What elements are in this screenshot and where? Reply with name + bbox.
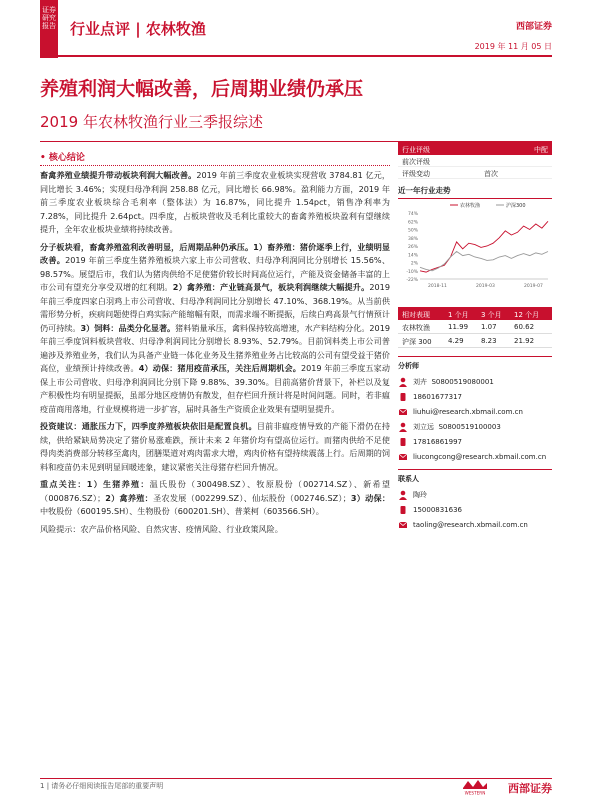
- trend-chart: [398, 199, 552, 291]
- report-type-tab: 证券研究报告: [40, 0, 58, 58]
- perf-header-cell: 1 个月: [448, 311, 469, 319]
- person-icon: [398, 422, 408, 432]
- perf-row: [398, 320, 552, 334]
- analyst-name: 刘卉: [413, 377, 427, 386]
- contact-phone: 15000831636: [413, 505, 462, 514]
- analyst-name-row: [398, 374, 552, 389]
- paragraph-summary: [40, 169, 390, 237]
- focus-poultry-title: 2）禽养殖：: [105, 492, 154, 503]
- analyst-phone: 18601677317: [413, 392, 462, 401]
- analyst-email-row[interactable]: [398, 404, 552, 419]
- paragraph-focus: [40, 478, 390, 519]
- summary-text: 2019 年前三季度农业板块实现营收 3784.81 亿元，同比增长 3.46%；实现归母净利润 258.88 亿元，同比增长 66.98%。盈利能力方面，2019 年前三季度农业板块综合毛利率（整体法）为 16.87%，同比提升 1.54pct，销售净利率为 7.28%，同比提升 2.64pct。四季度，占板块营收及毛利比重较大的畜禽养殖板块盈利有望继续提升，全年农业板块业绩将持续改善。: [40, 170, 390, 234]
- legend-label: 农林牧渔: [460, 203, 481, 209]
- perf-header-cell: 相对表现: [402, 311, 430, 319]
- email-icon: [398, 452, 408, 462]
- phone-icon: [398, 505, 408, 515]
- analyst-phone-row: [398, 389, 552, 404]
- perf-cell: 60.62: [514, 323, 535, 331]
- perf-header-cell: 3 个月: [481, 311, 502, 319]
- person-icon: [398, 377, 408, 387]
- perf-cell: 沪深 300: [402, 338, 432, 346]
- y-tick-label: -22%: [406, 278, 418, 283]
- analyst-name-row: [398, 419, 552, 434]
- analysts-title: 分析师: [398, 362, 419, 370]
- contact-title: 联系人: [398, 469, 552, 484]
- investment-lead: 投资建议：通胀压力下，四季度养殖板块依旧是配置良机。: [40, 421, 257, 431]
- segment-vet-text: 2019 年前三季度五家动保上市公司营收、归母净利润同比分别下降 9.88%、39.30%。目前高猪价背景下，补栏以及复产积极性均有明显提振，虽部分地区疫情仍有散发，但存栏回升预计将是时间问题。同时，若非瘟疫苗商用落地，行业规模将进一步扩容，届时具备生产资质企业效果有望明显提升。: [40, 363, 390, 414]
- page-subtitle: 2019 年农林牧渔行业三季报综述: [40, 113, 263, 131]
- rating-row-value: 首次: [484, 170, 498, 178]
- analyst-phone: 17816861997: [413, 437, 462, 446]
- paragraph-risk: 风险提示：农产品价格风险、自然灾害、疫情风险、行业政策风险。: [40, 523, 283, 534]
- phone-icon: [398, 437, 408, 447]
- y-tick-label: 14%: [407, 253, 418, 259]
- main-body: [40, 169, 390, 536]
- analyst-section: [398, 356, 552, 532]
- rating-row-label: 评级变动: [402, 170, 430, 178]
- section-label: [40, 150, 390, 166]
- phone-icon: [398, 392, 408, 402]
- contact-name-row: [398, 487, 552, 502]
- analyst-license: S0800519080001: [431, 377, 494, 386]
- y-tick-label: 26%: [407, 245, 418, 250]
- rating-row-label: 前次评级: [402, 158, 430, 166]
- y-tick-label: -10%: [406, 269, 418, 275]
- investment-text: 目前非瘟疫情导致的产能下滑仍在持续，供给紧缺局势决定了猪价易涨难跌，预计未来 2 年猪价均有望高位运行。而猪肉供给不足使得肉类消费部分转移至禽肉，团膳渠道对鸡肉需求大增，鸡肉价格有望持续震荡上行。后周期的饲料和疫苗仍未见到明显回暖迹象，建议紧密关注母猪存栏回升情况。: [40, 421, 390, 472]
- analyst-email[interactable]: liucongcong@research.xbmail.com.cn: [413, 452, 547, 461]
- page-number: 1: [40, 782, 45, 790]
- segments-lead: 分子板块看，畜禽养殖盈利改善明显，后周期品种仍承压。: [40, 241, 254, 252]
- analyst-email-row[interactable]: [398, 449, 552, 464]
- section-label-text: 核心结论: [48, 153, 85, 163]
- disclaimer-note: 请务必仔细阅读报告尾部的重要声明: [51, 782, 164, 790]
- analyst-name: 刘立远: [413, 422, 434, 431]
- perf-cell: 11.99: [448, 323, 469, 331]
- rating-header: [398, 142, 552, 155]
- header-divider: [40, 55, 552, 57]
- segment-poultry-title: 2）禽养殖：产业链高景气，板块利润继续大幅提升。: [172, 282, 370, 292]
- segment-vet-title: 4）动保：猪用疫苗承压，关注后周期机会。: [138, 363, 301, 373]
- person-icon: [398, 490, 408, 500]
- perf-cell: 农林牧渔: [402, 324, 430, 332]
- email-icon: [398, 407, 408, 417]
- western-logo-icon: [460, 778, 490, 796]
- focus-vet-title: 3）动保：: [350, 492, 390, 503]
- chart-section-title: 近一年行业走势: [398, 185, 552, 199]
- perf-header-cell: 12 个月: [514, 311, 540, 319]
- footer-brand: 西部证券: [508, 782, 552, 795]
- segment-hog-text: 2019 年前三季度生猪养殖板块六家上市公司营收、归母净利润同比分别增长 15.56%、98.57%。展望后市，我们认为猪肉供给不足使猪价较长时间高位运行，产能及资金储备丰富的上市公司有望充分享受双增的红利期。: [40, 255, 390, 292]
- perf-cell: 1.07: [481, 323, 497, 331]
- rating-value: 中配: [534, 146, 548, 154]
- page-title: 养殖利润大幅改善，后周期业绩仍承压: [40, 78, 364, 100]
- y-tick-label: 38%: [407, 236, 418, 242]
- x-tick-label: 2019-03: [476, 284, 495, 289]
- footer-note: 1 | 请务必仔细阅读报告尾部的重要声明: [40, 782, 164, 790]
- analyst-email[interactable]: liuhui@research.xbmail.com.cn: [413, 407, 523, 416]
- focus-lead: 重点关注：1）生猪养殖：: [40, 479, 150, 489]
- series-line: [420, 252, 548, 271]
- email-icon: [398, 520, 408, 530]
- analyst-license: S0800519100003: [438, 422, 501, 431]
- series-line: [420, 221, 548, 272]
- focus-vet: 中牧股份（600195.SH）、生物股份（600201.SH）、普莱柯（603566.SH）。: [40, 506, 324, 516]
- rating-row: [398, 167, 552, 179]
- logo-text: WESTERN: [464, 790, 486, 796]
- rating-row: [398, 155, 552, 167]
- y-tick-label: 50%: [407, 228, 418, 234]
- y-tick-label: 2%: [410, 261, 418, 267]
- focus-poultry: 圣农发展（002299.SZ）、仙坛股份（002746.SZ）；: [153, 492, 351, 503]
- contact-email-row[interactable]: [398, 517, 552, 532]
- y-tick-label: 74%: [407, 212, 418, 217]
- contact-email[interactable]: taoling@research.xbmail.com.cn: [413, 520, 528, 529]
- perf-cell: 8.23: [481, 337, 497, 345]
- segment-feed-title: 3）饲料：品类分化显著。: [80, 322, 176, 333]
- perf-cell: 21.92: [514, 337, 535, 345]
- segment-feed-text: 猪料销量承压，禽料保持较高增速，水产料结构分化。2019 年前三季度饲料板块营收、归母净利润同比分别增长 8.93%、52.79%。目前饲料类上市公司普遍涉及养殖业务，我们认为具备产业链一体化业务及生猪养殖业务占比较高的公司有望受益于猪价高位，业绩预计持续改善。: [40, 322, 391, 373]
- contact-phone-row: [398, 502, 552, 517]
- brand-name: 西部证券: [515, 22, 552, 32]
- rating-label: 行业评级: [402, 146, 430, 154]
- report-category: 行业点评 | 农林牧渔: [70, 20, 206, 38]
- y-tick-label: 62%: [407, 220, 418, 226]
- performance-header: [398, 307, 552, 320]
- perf-row: [398, 334, 552, 348]
- sidebar: [398, 142, 552, 532]
- legend-label: 沪深300: [506, 203, 526, 209]
- x-tick-label: 2018-11: [428, 284, 447, 289]
- paragraph-investment: [40, 420, 390, 474]
- paragraph-segments: [40, 241, 390, 417]
- report-date: 2019 年 11 月 05 日: [474, 42, 552, 51]
- x-tick-label: 2019-07: [524, 284, 543, 289]
- perf-cell: 4.29: [448, 337, 464, 345]
- bullet-icon: •: [40, 153, 49, 163]
- segment-poultry-text: 2019 年前三季度四家白羽鸡上市公司营收、归母净利润同比分别增长 47.10%、368.19%。从当前供需形势分析，疾病问题使得白鸡实际产能缩幅有限，而需求端不断提振，后续白鸡高景气行情预计仍可持续。: [40, 282, 390, 333]
- contact-name: 陶玲: [413, 490, 427, 499]
- focus-hog: 温氏股份（300498.SZ）、牧原股份（002714.SZ）、新希望（000876.SZ）；: [40, 479, 390, 503]
- summary-lead: 畜禽养殖业绩提升带动板块利润大幅改善。: [40, 170, 197, 180]
- segment-hog-title: 1）畜养殖：猪价逐季上行，业绩明显改善。: [40, 241, 390, 265]
- analyst-phone-row: [398, 434, 552, 449]
